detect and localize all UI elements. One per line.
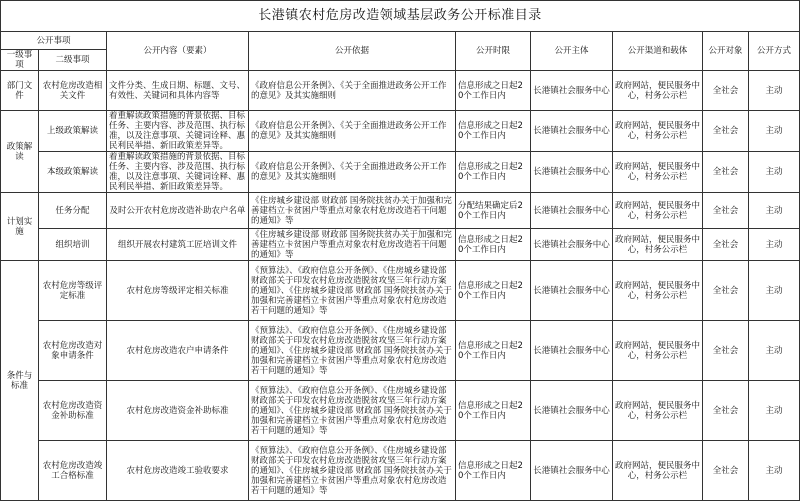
basis-cell: 《政府信息公开条例》、《关于全面推进政务公开工作的意见》及其实施细则 [249, 71, 456, 111]
channel-cell: 政府网站，便民服务中心，村务公示栏 [613, 321, 703, 381]
page-title: 长港镇农村危房改造领域基层政务公开标准目录 [1, 1, 800, 32]
subject-cell: 长港镇社会服务中心 [531, 71, 613, 111]
method-cell: 主动 [749, 193, 800, 229]
table-row [1, 441, 800, 501]
channel-cell: 政府网站，便民服务中心，村务公示栏 [613, 193, 703, 229]
subject-cell: 长港镇社会服务中心 [531, 381, 613, 441]
basis-cell: 《预算法》、《政府信息公开条例》、《住房城乡建设部 财政部关于印发农村危房改造脱贫攻坚三年行动方案的通知》、《住房城乡建设部 财政部 国务院扶贫办关于加强和完善建档立卡贫困户等重点对象农村危房改造若干问题的通知》等 [249, 381, 456, 441]
level2-cell: 农村危房改造相关文件 [39, 71, 107, 111]
target-cell: 全社会 [703, 71, 749, 111]
timelimit-cell: 信息形成之日起20个工作日内 [456, 71, 531, 111]
table-row [1, 321, 800, 381]
target-cell: 全社会 [703, 441, 749, 501]
timelimit-cell: 信息形成之日起20个工作日内 [456, 111, 531, 152]
timelimit-cell: 信息形成之日起20个工作日内 [456, 152, 531, 193]
level2-cell: 农村危房改造对象申请条件 [39, 321, 107, 381]
level1-cell: 政策解读 [1, 111, 39, 193]
header-row-1 [1, 32, 800, 50]
level2-cell: 农村危房改造资金补助标准 [39, 381, 107, 441]
timelimit-cell: 信息形成之日起20个工作日内 [456, 261, 531, 321]
method-cell: 主动 [749, 71, 800, 111]
subject-cell: 长港镇社会服务中心 [531, 152, 613, 193]
content-cell: 农村危房改造资金补助标准 [107, 381, 249, 441]
header-basis: 公开依据 [249, 32, 456, 71]
channel-cell: 政府网站，便民服务中心，村务公示栏 [613, 152, 703, 193]
channel-cell: 政府网站，便民服务中心，村务公示栏 [613, 261, 703, 321]
level1-cell: 部门文件 [1, 71, 39, 111]
target-cell: 全社会 [703, 229, 749, 261]
content-cell: 文件分类、生成日期、标题、文号、有效性、关键词和具体内容等 [107, 71, 249, 111]
level2-cell: 组织培训 [39, 229, 107, 261]
method-cell: 主动 [749, 381, 800, 441]
table-row [1, 229, 800, 261]
basis-cell: 《住房城乡建设部 财政部 国务院扶贫办关于加强和完善建档立卡贫困户等重点对象农村危房改造若干问题的通知》等 [249, 229, 456, 261]
method-cell: 主动 [749, 111, 800, 152]
target-cell: 全社会 [703, 152, 749, 193]
target-cell: 全社会 [703, 321, 749, 381]
method-cell: 主动 [749, 229, 800, 261]
table-row [1, 152, 800, 193]
table-row [1, 381, 800, 441]
table-row [1, 111, 800, 152]
level2-cell: 农村危房改造竣工合格标准 [39, 441, 107, 501]
timelimit-cell: 信息形成之日起20个工作日内 [456, 441, 531, 501]
content-cell: 着重解读政策措施的背景依据、目标任务、主要内容、涉及范围、执行标准，以及注意事项、关键词诠释、惠民利民举措、新旧政策差异等。 [107, 111, 249, 152]
method-cell: 主动 [749, 261, 800, 321]
channel-cell: 政府网站，便民服务中心，村务公示栏 [613, 441, 703, 501]
method-cell: 主动 [749, 152, 800, 193]
content-cell: 着重解读政策措施的背景依据、目标任务、主要内容、涉及范围、执行标准，以及注意事项、关键词诠释、惠民利民举措、新旧政策差异等。 [107, 152, 249, 193]
table-row [1, 71, 800, 111]
header-timelimit: 公开时限 [456, 32, 531, 71]
basis-cell: 《政府信息公开条例》、《关于全面推进政务公开工作的意见》及其实施细则 [249, 152, 456, 193]
target-cell: 全社会 [703, 381, 749, 441]
level2-cell: 任务分配 [39, 193, 107, 229]
level1-cell: 条件与标准 [1, 261, 39, 501]
content-cell: 及时公开农村危房改造补助农户名单 [107, 193, 249, 229]
header-method: 公开方式 [749, 32, 800, 71]
subject-cell: 长港镇社会服务中心 [531, 441, 613, 501]
table-row [1, 261, 800, 321]
level2-cell: 农村危房等级评定标准 [39, 261, 107, 321]
level1-cell: 计划实施 [1, 193, 39, 261]
header-subject: 公开主体 [531, 32, 613, 71]
timelimit-cell: 信息形成之日起20个工作日内 [456, 381, 531, 441]
timelimit-cell: 分配结果确定后20个工作日内 [456, 193, 531, 229]
method-cell: 主动 [749, 321, 800, 381]
channel-cell: 政府网站，便民服务中心，村务公示栏 [613, 381, 703, 441]
content-cell: 农村危房改造竣工验收要求 [107, 441, 249, 501]
method-cell: 主动 [749, 441, 800, 501]
channel-cell: 政府网站，便民服务中心，村务公示栏 [613, 71, 703, 111]
header-level2: 二级事项 [39, 50, 107, 71]
target-cell: 全社会 [703, 111, 749, 152]
header-content: 公开内容（要素） [107, 32, 249, 71]
subject-cell: 长港镇社会服务中心 [531, 193, 613, 229]
header-target: 公开对象 [703, 32, 749, 71]
header-level1: 一级事项 [1, 50, 39, 71]
subject-cell: 长港镇社会服务中心 [531, 261, 613, 321]
basis-cell: 《预算法》、《政府信息公开条例》、《住房城乡建设部 财政部关于印发农村危房改造脱贫攻坚三年行动方案的通知》、《住房城乡建设部 财政部 国务院扶贫办关于加强和完善建档立卡贫困户等重点对象农村危房改造若干问题的通知》等 [249, 441, 456, 501]
content-cell: 农村危房等级评定相关标准 [107, 261, 249, 321]
timelimit-cell: 信息形成之日起20个工作日内 [456, 321, 531, 381]
header-channel: 公开渠道和载体 [613, 32, 703, 71]
basis-cell: 《预算法》、《政府信息公开条例》、《住房城乡建设部 财政部关于印发农村危房改造脱贫攻坚三年行动方案的通知》、《住房城乡建设部 财政部 国务院扶贫办关于加强和完善建档立卡贫困户等重点对象农村危房改造若干问题的通知》等 [249, 261, 456, 321]
table-row [1, 193, 800, 229]
level2-cell: 本级政策解读 [39, 152, 107, 193]
basis-cell: 《住房城乡建设部 财政部 国务院扶贫办关于加强和完善建档立卡贫困户等重点对象农村危房改造若干问题的通知》等 [249, 193, 456, 229]
content-cell: 组织开展农村建筑工匠培训文件 [107, 229, 249, 261]
level2-cell: 上级政策解读 [39, 111, 107, 152]
channel-cell: 政府网站，便民服务中心，村务公示栏 [613, 111, 703, 152]
target-cell: 全社会 [703, 193, 749, 229]
title-row [1, 1, 800, 32]
header-matter: 公开事项 [1, 32, 107, 50]
timelimit-cell: 信息形成之日起20个工作日内 [456, 229, 531, 261]
subject-cell: 长港镇社会服务中心 [531, 321, 613, 381]
target-cell: 全社会 [703, 261, 749, 321]
subject-cell: 长港镇社会服务中心 [531, 229, 613, 261]
content-cell: 农村危房改造农户申请条件 [107, 321, 249, 381]
basis-cell: 《政府信息公开条例》、《关于全面推进政务公开工作的意见》及其实施细则 [249, 111, 456, 152]
channel-cell: 政府网站，便民服务中心，村务公示栏 [613, 229, 703, 261]
basis-cell: 《预算法》、《政府信息公开条例》、《住房城乡建设部 财政部关于印发农村危房改造脱贫攻坚三年行动方案的通知》、《住房城乡建设部 财政部 国务院扶贫办关于加强和完善建档立卡贫困户等重点对象农村危房改造若干问题的通知》等 [249, 321, 456, 381]
subject-cell: 长港镇社会服务中心 [531, 111, 613, 152]
